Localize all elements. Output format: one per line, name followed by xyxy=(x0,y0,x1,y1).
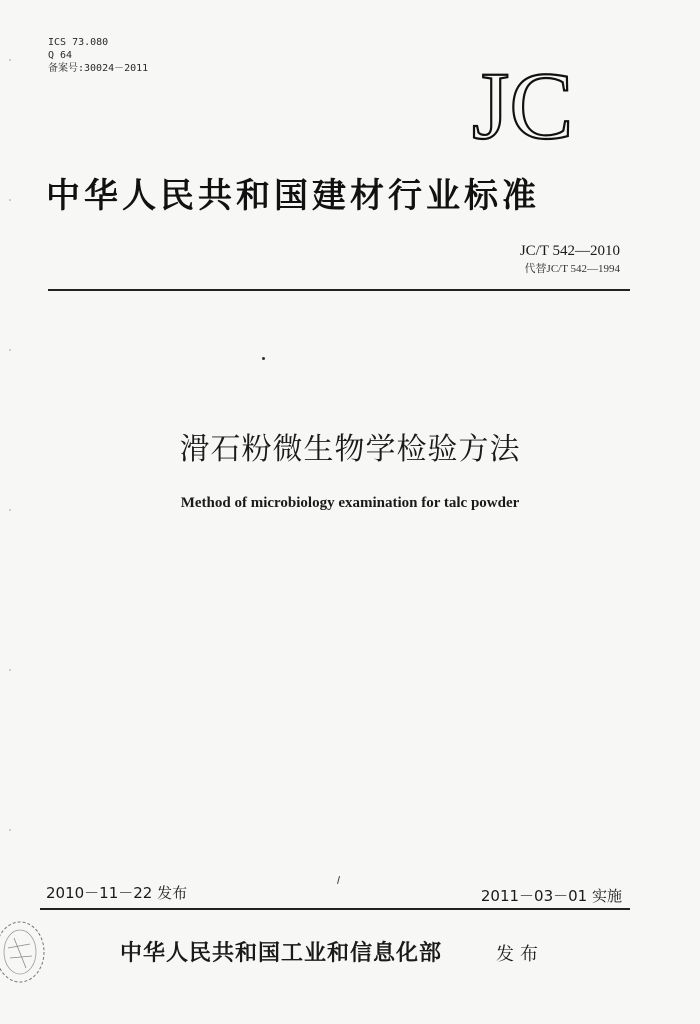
classification-code: Q 64 xyxy=(48,50,73,61)
document-title-chinese: 滑石粉微生物学检验方法 xyxy=(179,432,521,467)
issuing-authority: 中华人民共和国工业和信息化部 xyxy=(120,940,443,966)
top-divider xyxy=(48,289,630,291)
filing-number: 备案号:30024－2011 xyxy=(48,63,149,74)
bottom-divider xyxy=(40,908,630,910)
seal-stamp xyxy=(0,918,50,988)
document-title-english: Method of microbiology examination for talc powder xyxy=(180,495,520,511)
ics-code: ICS 73.080 xyxy=(48,37,109,48)
implementation-date: 2011－03－01 实施 xyxy=(480,887,622,905)
replaces-standard: 代替JC/T 542—1994 xyxy=(524,263,620,275)
industry-standard-title: 中华人民共和国建材行业标准 xyxy=(46,176,540,216)
jc-logo-text: JC xyxy=(472,60,574,150)
metadata-block xyxy=(48,36,148,75)
scan-speck xyxy=(262,357,265,360)
scan-edge-dots xyxy=(8,40,12,900)
issue-label: 发布 xyxy=(496,944,544,965)
publish-date: 2010－11－22 发布 xyxy=(46,884,188,902)
standard-code: JC/T 542—2010 xyxy=(519,243,620,259)
scan-mark xyxy=(337,876,340,884)
jc-logo xyxy=(470,60,615,150)
